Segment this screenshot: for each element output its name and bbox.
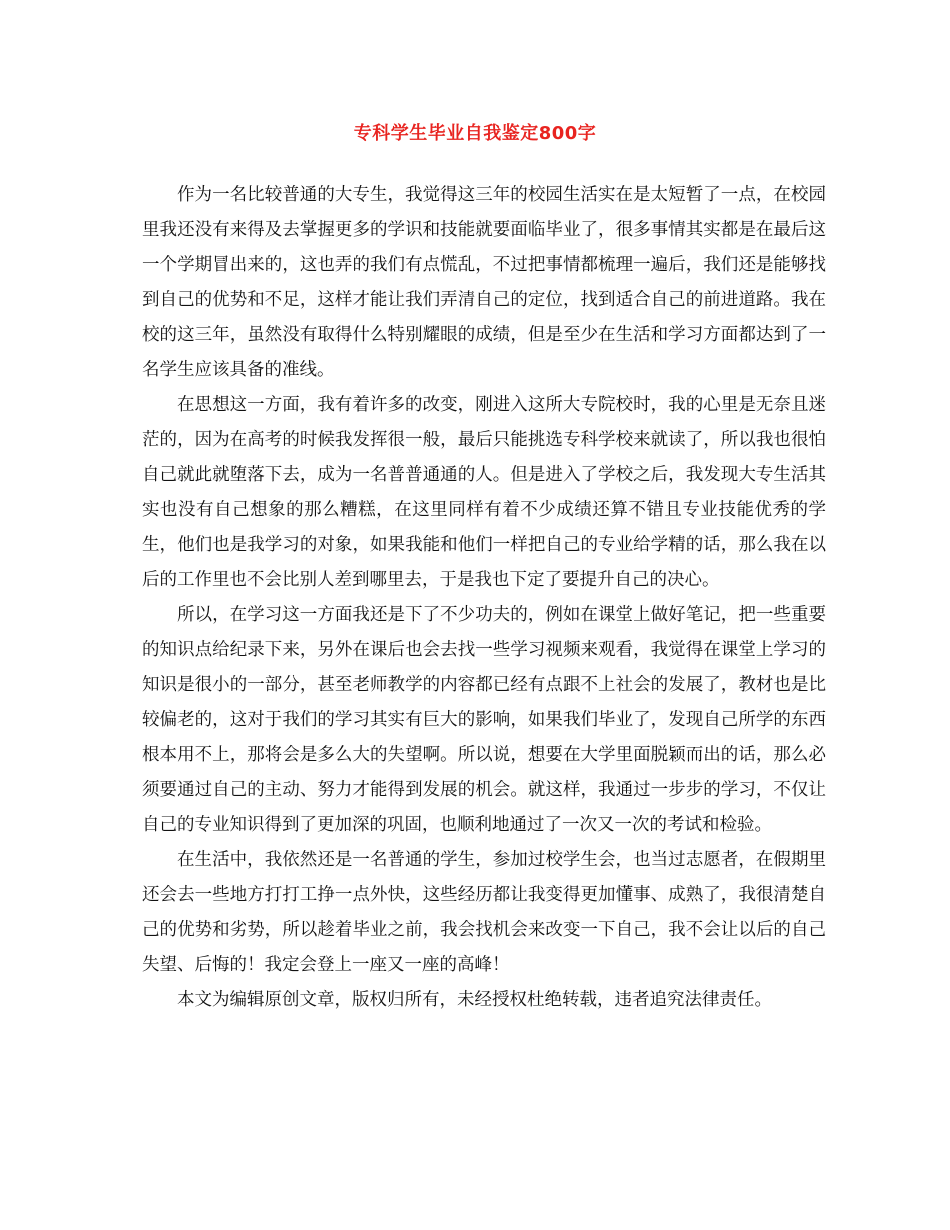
paragraph-intro: 作为一名比较普通的大专生，我觉得这三年的校园生活实在是太短暂了一点，在校园里我还没有来得及去掌握更多的学识和技能就要面临毕业了，很多事情其实都是在最后这一个学期冒出来的，这也弄的我们有点慌乱，不过把事情都梳理一遍后，我们还是能够找到自己的优势和不足，这样才能让我们弄清自己的定位，找到适合自己的前进道路。我在校的这三年，虽然没有取得什么特别耀眼的成绩，但是至少在生活和学习方面都达到了一名学生应该具备的准线。 <box>142 185 826 380</box>
document-title: 专科学生毕业自我鉴定800字 <box>353 123 597 144</box>
paragraph-life: 在生活中，我依然还是一名普通的学生，参加过校学生会，也当过志愿者，在假期里还会去一些地方打打工挣一点外快，这些经历都让我变得更加懂事、成熟了，我很清楚自己的优势和劣势，所以趁着毕业之前，我会找机会来改变一下自己，我不会让以后的自己失望、后悔的！我定会登上一座又一座的高峰！ <box>142 850 826 975</box>
document-body <box>142 178 826 1018</box>
paragraph-study: 所以，在学习这一方面我还是下了不少功夫的，例如在课堂上做好笔记，把一些重要的知识点给纪录下来，另外在课后也会去找一些学习视频来观看，我觉得在课堂上学习的知识是很小的一部分，甚至老师教学的内容都已经有点跟不上社会的发展了，教材也是比较偏老的，这对于我们的学习其实有巨大的影响，如果我们毕业了，发现自己所学的东西根本用不上，那将会是多么大的失望啊。所以说，想要在大学里面脱颖而出的话，那么必须要通过自己的主动、努力才能得到发展的机会。就这样，我通过一步步的学习，不仅让自己的专业知识得到了更加深的巩固，也顺利地通过了一次又一次的考试和检验。 <box>142 605 826 835</box>
copyright-notice: 本文为编辑原创文章，版权归所有，未经授权杜绝转载，违者追究法律责任。 <box>177 990 772 1010</box>
paragraph-thought: 在思想这一方面，我有着许多的改变，刚进入这所大专院校时，我的心里是无奈且迷茫的，因为在高考的时候我发挥很一般，最后只能挑选专科学校来就读了，所以我也很怕自己就此就堕落下去，成为一名普普通通的人。但是进入了学校之后，我发现大专生活其实也没有自己想象的那么糟糕，在这里同样有着不少成绩还算不错且专业技能优秀的学生，他们也是我学习的对象，如果我能和他们一样把自己的专业给学精的话，那么我在以后的工作里也不会比别人差到哪里去，于是我也下定了要提升自己的决心。 <box>142 395 826 590</box>
